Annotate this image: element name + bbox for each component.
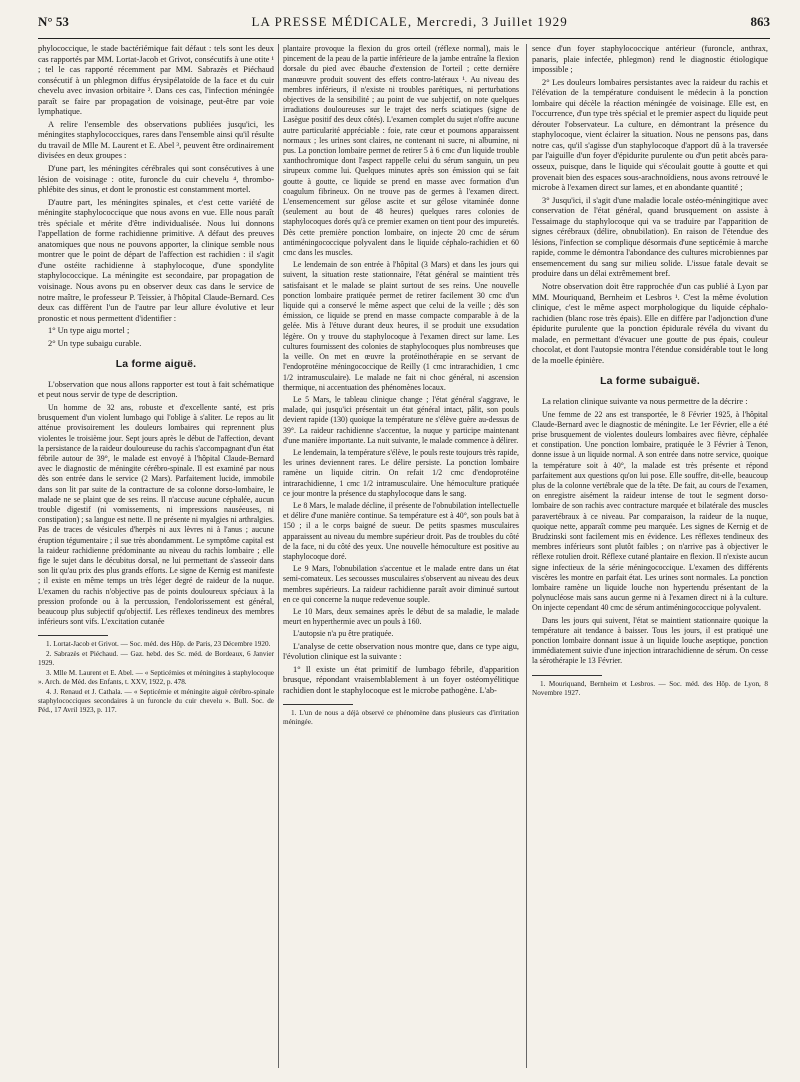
footnote-rule bbox=[532, 675, 602, 676]
journal-title: LA PRESSE MÉDICALE, Mercredi, 3 Juillet 1929 bbox=[251, 14, 568, 29]
paragraph: Le lendemain, la température s'élève, le pouls reste toujours très rapide, les urines deviennent rares. Le délire persiste. La ponction lombaire ramène un liquide citrin. On refait 1/2 cmc d'endoprotéine intrarachidienne, 1 cmc 1/2 intramusculaire. Une hémoculture pratiquée ce jour montre la présence du staphylocoque dans le sang. bbox=[283, 447, 519, 498]
list-item: 1° Un type aigu mortel ; bbox=[48, 326, 130, 336]
footnotes bbox=[283, 709, 519, 727]
column-divider bbox=[526, 44, 527, 1068]
paragraph: D'autre part, les méningites spinales, et c'est cette variété de méningite staphylococcique que nous avons en vue. Elle nous paraît très spéciale et mérite d'être individualisée. Nous lui donnons l'appellation de forme rachidienne primitive. A défaut des preuves anatomiques que nous ne pouvons apporter, la clinique semble nous montrer que le point de départ de l'affection est rachidien : il s'agit d'une ostéite rachidienne à staphylocoque, d'une spondylite staphylococcique. La méningite est secondaire, par propagation de voisinage. Nous avons pu en observer deux cas dans le service de notre maître, le professeur P. Teissier, à l'hôpital Claude-Bernard. Ces deux cas diffèrent l'un de l'autre par leur allure évolutive et leur pronostic et nous permettent d'identifier : bbox=[38, 197, 274, 323]
issue-number: N° 53 bbox=[38, 14, 69, 29]
paragraph: Le 8 Mars, le malade décline, il présente de l'obnubilation intellectuelle et délire d'une manière continue. Sa température est à 40°, son pouls bat à 150 ; il a le corps baigné de sueur. De petits spasmes musculaires apparaissent au niveau du membre supérieur droit. Pas de troubles du côté de la face, ni du côté des yeux. Une nouvelle hémoculture est positive au staphylocoque doré. bbox=[283, 500, 519, 561]
page-number: 863 bbox=[750, 14, 770, 29]
paragraph: Dans les jours qui suivent, l'état se maintient stationnaire quoique la température ait tendance à baisser. Tous les jours, il est pratiqué une ponction lombaire donnant issue à un liquide louche aseptique, ponction immédiatement suivie d'une injection intrarachidienne de sérum. On cesse la sérothérapie le 13 Février. bbox=[532, 615, 768, 666]
paragraph: Notre observation doit être rapprochée d'un cas publié à Lyon par MM. Mouriquand, Bernheim et Lesbros ¹. C'est la même évolution clinique, c'est le même aspect morphologique du liquide céphalo-rachidien (blanc rose très épais). Elle en diffère par l'adjonction d'une épidurite purulente que la ponction épidurale révéla du vivant du malade, en permettant d'évacuer une goutte de pus épais, couleur chocolat, et dont l'autopsie montra l'étendue considérable tout le long de la moelle épinière. bbox=[532, 282, 768, 365]
paragraph: La relation clinique suivante va nous permettre de la décrire : bbox=[542, 396, 748, 406]
list-item: 2° Un type subaigu curable. bbox=[48, 338, 142, 348]
paragraph: Une femme de 22 ans est transportée, le 8 Février 1925, à l'hôpital Claude-Bernard avec le diagnostic de méningite. Le 1er Février, elle a été prise brusquement de violentes douleurs lombaires avec fièvre, céphalée et constipation. Une ponction lombaire, pratiquée le 3 Février à Tenon, donne issue à un liquide normal. A son entrée dans notre service, quoique la température soit à 40°, la malade est très présente et répond parfaitement aux questions qu'on lui pose. Elle souffre, dit-elle, beaucoup plus de la colonne vertébrale que de la tête. De fait, au cours de l'examen, on enregistre aisément la raideur intense de tout le segment dorso-lombaire de son rachis avec contracture marquée et bilatérale des muscles paravertébraux à ce niveau. Par comparaison, la raideur de la nuque, quoique nette, apparaît comme peu marquée. Les signes de Kernig et de Brudzinski sont facilement mis en évidence. Les réflexes tendineux des membres inférieurs sont plutôt faibles ; on n'arrive pas à objectiver le réflexe rotulien droit. Réflexe cutané plantaire en flexion. Il n'existe aucun signe infectieux de la série méningococcique. L'examen des différents viscères les montre en parfait état. Les urines sont normales. La ponction lombaire ramène un liquide louche non hypertendu présentant de la polynucléose mais sans aucun germe ni à l'examen direct ni à la culture. On injecte cependant 40 cmc de sérum antiméningococcique polyvalent. bbox=[532, 409, 768, 613]
footnotes bbox=[532, 680, 768, 698]
footnote: 1. Mouriquand, Bernheim et Lesbros. — Soc. méd. des Hôp. de Lyon, 8 Novembre 1927. bbox=[532, 679, 768, 697]
paragraph: D'une part, les méningites cérébrales qui sont consécutives à une lésion de voisinage : otite, furoncle du cuir chevelu ⁴, thrombo-phlébite des sinus, et dont le pronostic est constamment mortel. bbox=[38, 164, 274, 195]
paragraph: plantaire provoque la flexion du gros orteil (réflexe normal), mais le pincement de la peau de la partie inférieure de la jambe entraîne la flexion dorsale du pied avec ébauche d'extension de l'orteil ; cette dernière manœuvre produit souvent des effets contro-latéraux ¹. Au niveau des membres inférieurs, il n'existe ni troubles parétiques, ni perturbations objectives de la sensibilité ; au point de vue subjectif, on note quelques irradiations douloureuses sur le trajet des nerfs sciatiques (signe de Lasègue positif des deux côtés). L'examen complet du sujet n'offre aucune autre particularité appréciable : foie, rate cœur et poumons apparaissent normaux ; les urines sont claires, ne contenant ni sucre, ni albumine, ni pus. La ponction lombaire permet de retirer 5 à 6 cmc d'un liquide trouble xanthochromique dont l'aspect rappelle celui du sérum sanguin, un peu sirupeux comme lui. Quelques minutes après son émission qui se fait goutte à goutte, ce liquide se prend en masse avec formation d'un coagulum fibrineux. On ne trouve pas de germes à l'examen direct. L'ensemencement sur gélose ascite et sur gélose vitaminée donne (seulement au bout de 48 heures) quelques rares colonies de staphylocoques dorés qu'à ce premier examen on tient pour des impuretés. Dès cette première ponction lombaire, on injecte 20 cmc de sérum antiméningococcique polyvalent dans le liquide céphalo-rachidien et 60 cmc dans les muscles. bbox=[283, 44, 519, 258]
footnote: 2. Sabrazès et Piéchaud. — Gaz. hebd. des Sc. méd. de Bordeaux, 6 Janvier 1929. bbox=[38, 650, 274, 668]
column-divider bbox=[278, 44, 279, 1068]
paragraph: Le 9 Mars, l'obnubilation s'accentue et le malade entre dans un état semi-comateux. Les secousses musculaires s'observent au niveau des deux membres supérieurs. La raideur rachidienne paraît avoir diminué surtout en ce qui concerne la nuque redevenue souple. bbox=[283, 564, 519, 604]
paragraph: L'analyse de cette observation nous montre que, dans ce type aigu, l'évolution clinique est la suivante : bbox=[283, 641, 519, 662]
column-3 bbox=[532, 44, 768, 1068]
column-1 bbox=[38, 44, 274, 1068]
paragraph: L'autopsie n'a pu être pratiquée. bbox=[293, 629, 394, 639]
paragraph: Le lendemain de son entrée à l'hôpital (3 Mars) et dans les jours qui suivent, la situation reste stationnaire, l'état général se maintient très satisfaisant et le malade se plaint surtout de ses reins. Une nouvelle ponction lombaire pratiquée permet de retirer facilement 30 cmc d'un liquide qui a conservé le même aspect que celui de la veille ; dès son émission, ce liquide se prend en masse compacte comparable à de la gelée. Mis à l'étuve durant deux heures, il se produit une exsudation légère. On y trouve du staphylocoque à l'examen direct sur lame. Les cultures fournissent des colonies de staphylocoques plus nombreuses que la veille. On met en œuvre la protéinothérapie en se servant de l'endoprotéine méningococcique de Reilly (1 cmc intrarachidien, 1 cmc 1/2 intramusculaire). Le malade ne fait ni choc général, ni ascension thermique, ni accentuation des phénomènes locaux. bbox=[283, 260, 519, 392]
footnote: 1. Lortat-Jacob et Grivot. — Soc. méd. des Hôp. de Paris, 23 Décembre 1920. bbox=[46, 640, 271, 649]
footnote-rule bbox=[283, 704, 353, 705]
footnote-rule bbox=[38, 635, 108, 636]
footnote: 3. Mlle M. Laurent et E. Abel. — « Septicémies et méningites à staphylocoque ». Arch. de Méd. des Enfants, t. XXV, 1922, p. 478. bbox=[38, 669, 274, 687]
footnote: 1. L'un de nous a déjà observé ce phénomène dans plusieurs cas d'irritation méningée. bbox=[283, 709, 519, 727]
paragraph: 3° Jusqu'ici, il s'agit d'une maladie locale ostéo-méningitique avec conservation de l'état général, quand brusquement on assiste à l'essaimage du staphylocoque qui va se traduire par l'apparition de signes cérébraux (délire, obnubilation). En raison de l'étendue des lésions, l'infection se complique désormais d'une septicémie à marche rapide, comme le démontra l'abondance des cultures microbiennes par ensemencement du sang sur milieu solide. L'issue fatale devait se produire dans un délai extrêmement bref. bbox=[532, 195, 768, 279]
footnotes bbox=[38, 640, 274, 715]
column-2 bbox=[283, 44, 519, 1068]
masthead bbox=[38, 14, 770, 39]
paragraph: A relire l'ensemble des observations publiées jusqu'ici, les méningites staphylococciques, rares dans l'ensemble ainsi qu'il résulte du travail de Mlle M. Laurent et E. Abel ³, peuvent être ordinairement divisées en deux groupes : bbox=[38, 119, 274, 161]
footnote: 4. J. Renaud et J. Cathala. — « Septicémie et méningite aiguë cérébro-spinale staphylococciques secondaires à un furoncle du cuir chevelu ». Bull. Soc. de Péd., 17 Avril 1923, p. 117. bbox=[38, 688, 274, 715]
paragraph: 1° Il existe un état primitif de lumbago fébrile, d'apparition brusque, répondant vraisemblablement à un foyer ostéomyélitique rachidien dont le staphylocoque est le microbe pathogène. L'ab- bbox=[283, 664, 519, 695]
paragraph: phylococcique, le stade bactériémique fait défaut : tels sont les deux cas rapportés par MM. Lortat-Jacob et Grivot, consécutifs à une otite ¹ ; tel le cas rapporté récemment par MM. Sabrazès et Piéchaud consécutif à un phlegmon diffus érysipélatoïde de la face et du cuir chevelu avec invasion orbitaire ². Dans ces cas, l'infection méningée paraît se faire par propagation de voisinage, peut-être par voie lymphatique. bbox=[38, 44, 274, 117]
paragraph: L'observation que nous allons rapporter est tout à fait schématique et peut nous servir de type de description. bbox=[38, 379, 274, 400]
paragraph: Le 10 Mars, deux semaines après le début de sa maladie, le malade meurt en hyperthermie avec un pouls à 160. bbox=[283, 606, 519, 627]
section-heading: La forme aiguë. bbox=[115, 358, 197, 371]
paragraph: sence d'un foyer staphylococcique antérieur (furoncle, anthrax, panaris, plaie infectée, phlegmon) rend le diagnostic étiologique impossible ; bbox=[532, 44, 768, 75]
paragraph: Le 5 Mars, le tableau clinique change ; l'état général s'aggrave, le malade, qui jusqu'ici présentait un état général intact, pâlit, son pouls devient rapide (130) quoique la température ne s'élève guère au-dessus de 39°. La raideur rachidienne s'accentue, la nuque y participe maintenant d'une manière importante. La nuit suivante, le malade commence à délirer. bbox=[283, 394, 519, 445]
section-heading: La forme subaiguë. bbox=[600, 375, 700, 388]
paragraph: 2° Les douleurs lombaires persistantes avec la raideur du rachis et l'élévation de la température conduisent le médecin à la ponction lombaire qui décèle la réaction méningée de voisinage. Elle est, en l'occurrence, d'un type très spécial et le premier aspect du liquide peut dérouter l'observateur. La culture, en démontrant la présence du staphylocoque, vient éclairer la situation. Nous ne pensons pas, dans notre cas, qu'il s'agisse d'un staphylocoque d'apport dû à la traversée par l'aiguille d'un foyer d'épidurite purulente ou d'un petit abcès para-osseux, puisque, dans le liquide qui s'écoulait goutte à goutte et qui provenait bien des espaces sous-arachnoïdiens, nous avons retrouvé le microbe à l'examen direct sur lames, et en abondante quantité ; bbox=[532, 77, 768, 193]
paragraph: Un homme de 32 ans, robuste et d'excellente santé, est pris brusquement d'un violent lumbago qui l'oblige à s'aliter. Le repos au lit atténue provisoirement les douleurs lombaires qui reprennent plus violentes le troisième jour. Sept jours après le début de l'affection, devant la persistance de la raideur douloureuse du rachis s'accompagnant d'un état fébrile autour de 39°, le malade est envoyé à l'hôpital Claude-Bernard avec le diagnostic de méningite cérébro-spinale. Il est examiné par nous dès son entrée dans le service (2 Mars). Parfaitement lucide, immobile dans son lit par suite de la contracture de sa colonne dorso-lombaire, le malade ne se plaint que de ses reins. Il n'accuse aucune céphalée, aucun trouble digestif (ni vomissements, ni impressions nauséeuses, ni constipation) ; sa langue est nette. Il ne présente ni myalgies ni arthralgies. Pas de traces de vésicules d'herpès ni aux lèvres ni à l'anus ; aucune éruption tégumentaire ; il sue très abondamment. Le symptôme capital est la raideur rachidienne prédominante au niveau du rachis lombaire ; elle fige le sujet dans le décubitus dorsal, ne lui permettant de s'asseoir dans son lit qu'au prix des plus grands efforts. Le signe de Kernig est manifeste ; il existe en même temps un très léger degré de raideur de la nuque. L'examen du rachis n'objective pas de points douloureux spéciaux à la pression profonde ou à la percussion, l'endolorissement est général, beaucoup plus subjectif qu'objectif. Les réflexes tendineux des membres inférieurs sont vifs. L'excitation cutanée bbox=[38, 402, 274, 627]
